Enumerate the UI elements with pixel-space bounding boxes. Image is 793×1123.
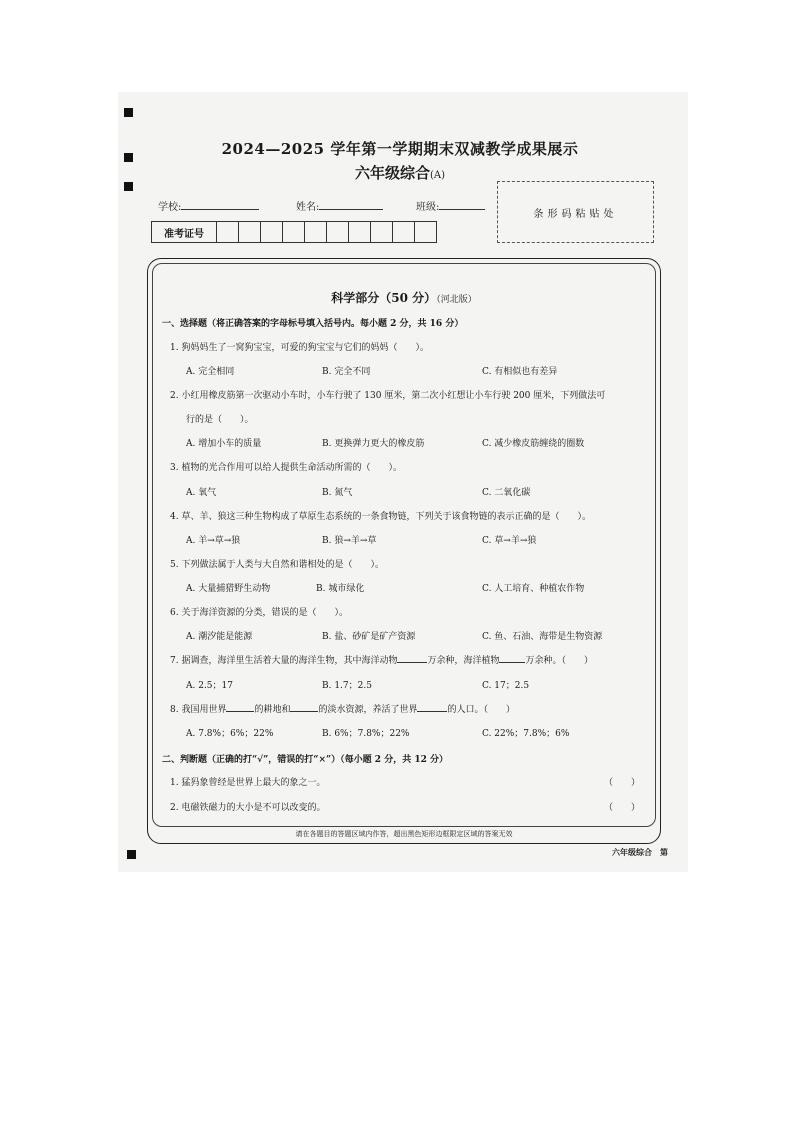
exam-id-cell[interactable] [349,222,371,242]
question-stem: 1. 狗妈妈生了一窝狗宝宝，可爱的狗宝宝与它们的妈妈（ ）。 [170,343,429,353]
option-b[interactable]: B. 城市绿化 [316,584,365,594]
question-stem: 7. 据调查，海洋里生活着大量的海洋生物，其中海洋动物 万余种，海洋植物 万余种。（ ） [170,656,593,666]
answer-bracket[interactable]: （ ） [604,778,641,788]
exam-id-cell[interactable] [283,222,305,242]
option-b[interactable]: B. 6%；7.8%；22% [322,729,410,739]
option-a[interactable]: A. 完全相同 [186,367,235,377]
option-b[interactable]: B. 氮气 [322,488,353,498]
answer-bracket[interactable]: （ ） [604,803,641,813]
subject-name: 六年级综合 [354,164,430,182]
fill-blank[interactable] [417,703,447,712]
alignment-mark [124,153,133,162]
option-a[interactable]: A. 氧气 [186,488,217,498]
option-c[interactable]: C. 鱼、石油、海带是生物资源 [482,632,603,642]
option-b[interactable]: B. 狼→羊→草 [322,536,377,546]
question-stem: 3. 植物的光合作用可以给人提供生命活动所需的（ ）。 [170,463,402,473]
option-a[interactable]: A. 7.8%；6%；22% [186,729,274,739]
option-a[interactable]: A. 2.5；17 [186,681,233,691]
question-stem: 2. 小红用橡皮筋第一次驱动小车时，小车行驶了 130 厘米，第二次小红想让小车行驶 200 厘米，下列做法可 [170,391,606,401]
exam-id-cell[interactable] [261,222,283,242]
page-footer: 六年级综合 第 [612,847,668,857]
judgement-item: 2. 电磁铁磁力的大小是不可以改变的。 [170,803,326,813]
barcode-area: 条形码粘贴处 [497,181,654,243]
judgement-item: 1. 猛犸象曾经是世界上最大的象之一。 [170,778,326,788]
alignment-mark [124,108,133,117]
fill-blank[interactable] [226,703,254,712]
question-stem: 8. 我国用世界 的耕地和 的淡水资源，养活了世界 的人口。（ ） [170,705,515,715]
option-c[interactable]: C. 人工培育、种植农作物 [482,584,585,594]
option-b[interactable]: B. 盐、砂矿是矿产资源 [322,632,416,642]
name-input[interactable] [319,199,383,210]
edition-label: (A) [429,170,446,181]
option-c[interactable]: C. 减少橡皮筋缠绕的圈数 [482,439,585,449]
option-b[interactable]: B. 完全不同 [322,367,371,377]
fill-blank[interactable] [290,703,318,712]
exam-id-cell[interactable] [327,222,349,242]
option-a[interactable]: A. 羊→草→狼 [186,536,241,546]
option-c[interactable]: C. 17；2.5 [482,681,530,691]
exam-id-cell[interactable] [305,222,327,242]
option-a[interactable]: A. 大量捕猎野生动物 [186,584,271,594]
option-a[interactable]: A. 潮汐能是能源 [186,632,253,642]
question-stem: 6. 关于海洋资源的分类，错误的是（ ）。 [170,608,348,618]
section-title: 科学部分（50 分）（河北版） [331,291,477,305]
option-b[interactable]: B. 更换弹力更大的橡皮筋 [322,439,425,449]
option-c[interactable]: C. 有相似也有差异 [482,367,558,377]
exam-id-box [151,221,437,243]
option-c[interactable]: C. 22%；7.8%；6% [482,729,570,739]
part2-heading: 二、判断题（正确的打“√”，错误的打“×”）（每小题 2 分，共 12 分） [162,755,448,765]
school-field: 学校: [158,198,259,213]
exam-title: 2024—2025 学年第一学期期末双减教学成果展示 [221,140,579,158]
class-input[interactable] [439,199,485,210]
option-c[interactable]: C. 二氧化碳 [482,488,531,498]
exam-id-cell[interactable] [217,222,239,242]
class-field: 班级: [416,198,485,213]
exam-id-cell[interactable] [239,222,261,242]
option-c[interactable]: C. 草→羊→狼 [482,536,537,546]
exam-id-cell[interactable] [415,222,436,242]
question-stem: 5. 下列做法属于人类与大自然和谐相处的是（ ）。 [170,560,384,570]
exam-id-cell[interactable] [371,222,393,242]
question-stem: 4. 草、羊、狼这三种生物构成了草原生态系统的一条食物链，下列关于该食物链的表示正确的是（ ）。 [170,512,591,522]
fill-blank[interactable] [397,654,427,663]
option-b[interactable]: B. 1.7；2.5 [322,681,372,691]
fill-blank[interactable] [499,654,525,663]
option-a[interactable]: A. 增加小车的质量 [186,439,262,449]
question-stem-cont: 行的是（ ）。 [186,415,254,425]
region-label: （河北版） [436,295,477,305]
exam-id-label: 准考证号 [152,222,217,242]
alignment-mark [127,850,136,859]
alignment-mark [124,182,133,191]
exam-id-cell[interactable] [393,222,415,242]
answer-area-notice: 请在各题目的答题区域内作答，超出黑色矩形边框限定区域的答案无效 [295,830,513,838]
name-field: 姓名: [296,198,383,213]
school-input[interactable] [181,199,259,210]
part1-heading: 一、选择题（将正确答案的字母标号填入括号内。每小题 2 分，共 16 分） [162,319,464,329]
exam-subtitle [200,162,600,183]
